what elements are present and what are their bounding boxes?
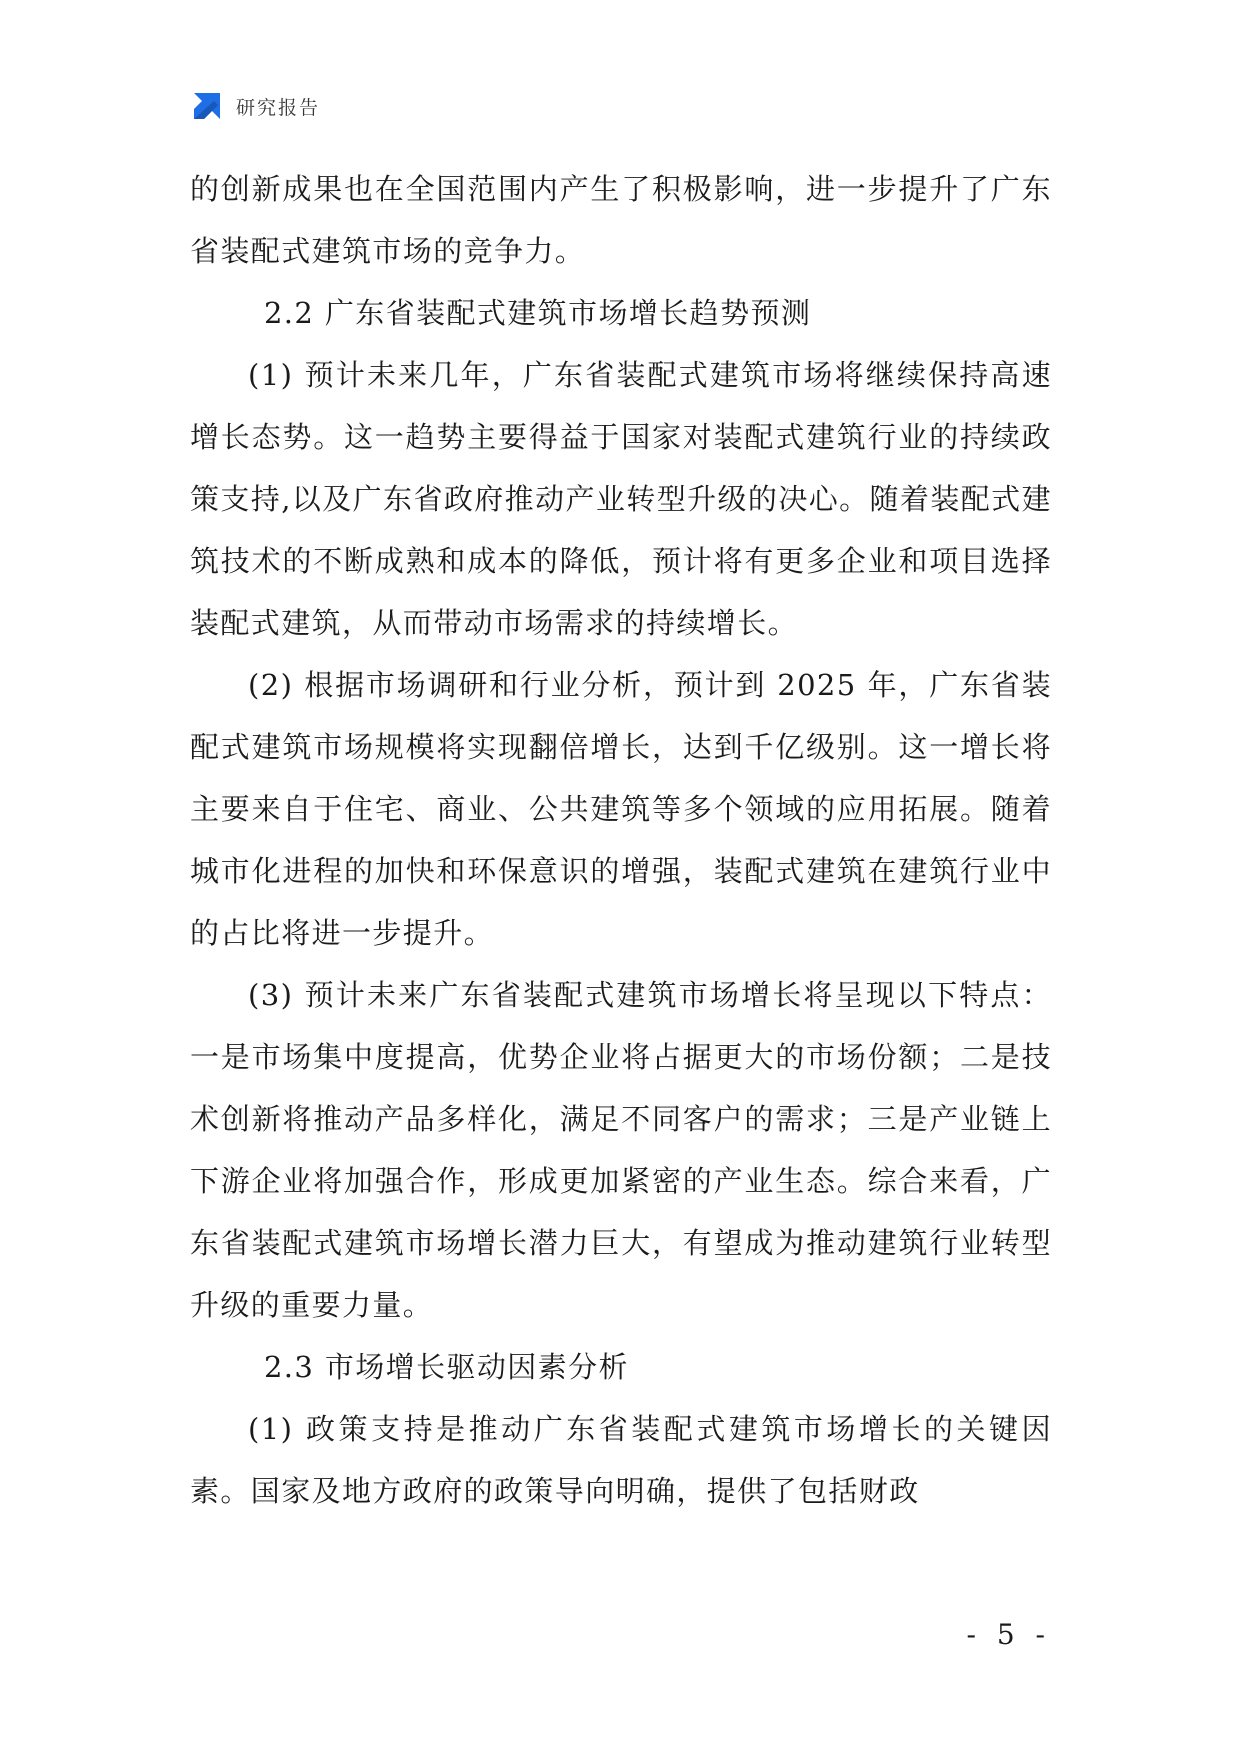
report-header — [190, 88, 320, 124]
document-body — [190, 158, 1052, 1522]
report-title: 研究报告 — [236, 96, 321, 119]
paragraph-continued: 的创新成果也在全国范围内产生了积极影响，进一步提升了广东省装配式建筑市场的竞争力。 — [190, 172, 1052, 268]
page-number: - 5 - — [966, 1618, 1051, 1651]
section-heading-2-2: 2.2 广东省装配式建筑市场增长趋势预测 — [263, 296, 812, 330]
paragraph-2-3-1: (1) 政策支持是推动广东省装配式建筑市场增长的关键因素。国家及地方政府的政策导向明确，提供了包括财政 — [190, 1412, 1052, 1508]
section-heading-2-3: 2.3 市场增长驱动因素分析 — [263, 1350, 629, 1384]
arrow-up-right-icon — [190, 89, 224, 123]
paragraph-2-2-2: (2) 根据市场调研和行业分析，预计到 2025 年，广东省装配式建筑市场规模将实现翻倍增长，达到千亿级别。这一增长将主要来自于住宅、商业、公共建筑等多个领域的应用拓展。随着城市化进程的加快和环保意识的增强，装配式建筑在建筑行业中的占比将进一步提升。 — [190, 668, 1052, 950]
paragraph-2-2-1: (1) 预计未来几年，广东省装配式建筑市场将继续保持高速增长态势。这一趋势主要得益于国家对装配式建筑行业的持续政策支持,以及广东省政府推动产业转型升级的决心。随着装配式建筑技术的不断成熟和成本的降低，预计将有更多企业和项目选择装配式建筑，从而带动市场需求的持续增长。 — [190, 358, 1052, 640]
paragraph-2-2-3: (3) 预计未来广东省装配式建筑市场增长将呈现以下特点：一是市场集中度提高，优势企业将占据更大的市场份额；二是技术创新将推动产品多样化，满足不同客户的需求；三是产业链上下游企业将加强合作，形成更加紧密的产业生态。综合来看，广东省装配式建筑市场增长潜力巨大，有望成为推动建筑行业转型升级的重要力量。 — [190, 978, 1052, 1322]
